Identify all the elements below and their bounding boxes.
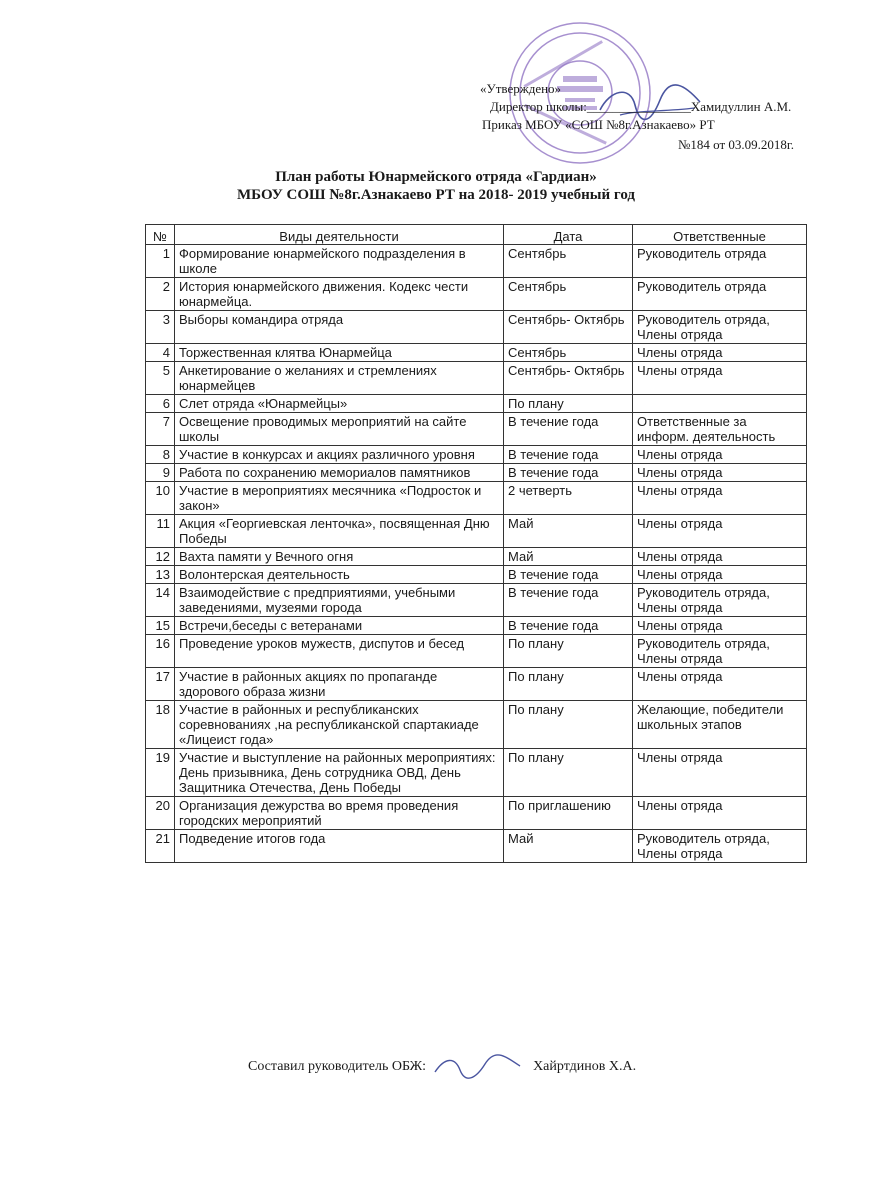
compiler-signature	[430, 1052, 530, 1082]
row-responsible: Руководитель отряда	[633, 245, 807, 278]
row-number: 16	[146, 635, 175, 668]
row-activity: Проведение уроков мужеств, диспутов и бесед	[175, 635, 504, 668]
header-number: №	[146, 225, 175, 245]
row-number: 7	[146, 413, 175, 446]
row-activity: Волонтерская деятельность	[175, 566, 504, 584]
table-row	[146, 548, 807, 566]
row-activity: Встречи,беседы с ветеранами	[175, 617, 504, 635]
row-date: По плану	[504, 701, 633, 749]
table-row	[146, 830, 807, 863]
row-responsible: Руководитель отряда, Члены отряда	[633, 830, 807, 863]
row-activity: Участие в конкурсах и акциях различного уровня	[175, 446, 504, 464]
row-responsible: Члены отряда	[633, 482, 807, 515]
table-header-row	[146, 225, 807, 245]
row-date: Май	[504, 515, 633, 548]
title-line-1: План работы Юнармейского отряда «Гардиан»	[275, 169, 597, 185]
row-activity: Участие и выступление на районных мероприятиях: День призывника, День сотрудника ОВД, День Защитника Отечества, День Победы	[175, 749, 504, 797]
row-responsible: Члены отряда	[633, 668, 807, 701]
row-date: Сентябрь	[504, 278, 633, 311]
row-number: 20	[146, 797, 175, 830]
row-responsible: Члены отряда	[633, 464, 807, 482]
row-responsible: Руководитель отряда	[633, 278, 807, 311]
row-responsible: Члены отряда	[633, 617, 807, 635]
table-row	[146, 566, 807, 584]
row-date: 2 четверть	[504, 482, 633, 515]
row-responsible: Члены отряда	[633, 548, 807, 566]
row-activity: Организация дежурства во время проведения городских мероприятий	[175, 797, 504, 830]
row-activity: Торжественная клятва Юнармейца	[175, 344, 504, 362]
row-activity: Анкетирование о желаниях и стремлениях юнармейцев	[175, 362, 504, 395]
row-date: Май	[504, 548, 633, 566]
row-responsible: Руководитель отряда, Члены отряда	[633, 311, 807, 344]
row-number: 13	[146, 566, 175, 584]
table-row	[146, 446, 807, 464]
row-activity: Освещение проводимых мероприятий на сайте школы	[175, 413, 504, 446]
row-responsible: Члены отряда	[633, 797, 807, 830]
table-row	[146, 344, 807, 362]
row-date: В течение года	[504, 413, 633, 446]
table-row	[146, 515, 807, 548]
row-activity: Подведение итогов года	[175, 830, 504, 863]
approved-label: «Утверждено»	[480, 81, 562, 96]
table-row	[146, 617, 807, 635]
order-number: №184 от 03.09.2018г.	[678, 137, 795, 152]
row-date: По приглашению	[504, 797, 633, 830]
table-row	[146, 395, 807, 413]
row-activity: История юнармейского движения. Кодекс чести юнармейца.	[175, 278, 504, 311]
row-date: В течение года	[504, 446, 633, 464]
row-responsible: Члены отряда	[633, 446, 807, 464]
row-number: 1	[146, 245, 175, 278]
row-date: В течение года	[504, 617, 633, 635]
table-row	[146, 482, 807, 515]
row-date: В течение года	[504, 464, 633, 482]
row-date: По плану	[504, 749, 633, 797]
row-date: Сентябрь- Октябрь	[504, 311, 633, 344]
row-activity: Взаимодействие с предприятиями, учебными заведениями, музеями города	[175, 584, 504, 617]
row-number: 17	[146, 668, 175, 701]
row-responsible: Члены отряда	[633, 344, 807, 362]
activity-plan-table	[145, 224, 807, 863]
table-row	[146, 413, 807, 446]
table-row	[146, 749, 807, 797]
row-number: 18	[146, 701, 175, 749]
row-number: 12	[146, 548, 175, 566]
director-line: Директор школы:________________Хамидуллин А.М.	[490, 99, 792, 114]
row-number: 2	[146, 278, 175, 311]
row-responsible: Члены отряда	[633, 362, 807, 395]
footer-signature-line	[248, 1052, 636, 1082]
table-row	[146, 701, 807, 749]
table-row	[146, 311, 807, 344]
row-date: По плану	[504, 635, 633, 668]
row-activity: Формирование юнармейского подразделения в школе	[175, 245, 504, 278]
row-activity: Участие в районных и республиканских соревнованиях ,на республиканской спартакиаде «Лицеист года»	[175, 701, 504, 749]
row-activity: Выборы командира отряда	[175, 311, 504, 344]
row-date: В течение года	[504, 566, 633, 584]
order-line: Приказ МБОУ «СОШ №8г.Азнакаево» РТ	[482, 117, 715, 132]
row-number: 11	[146, 515, 175, 548]
row-date: Сентябрь- Октябрь	[504, 362, 633, 395]
header-activity: Виды деятельности	[175, 225, 504, 245]
table-row	[146, 362, 807, 395]
row-number: 10	[146, 482, 175, 515]
row-activity: Акция «Георгиевская ленточка», посвященная Дню Победы	[175, 515, 504, 548]
row-number: 6	[146, 395, 175, 413]
row-date: Сентябрь	[504, 245, 633, 278]
row-responsible: Ответственные за информ. деятельность	[633, 413, 807, 446]
row-number: 19	[146, 749, 175, 797]
row-date: По плану	[504, 395, 633, 413]
row-responsible: Члены отряда	[633, 515, 807, 548]
table-row	[146, 668, 807, 701]
row-responsible: Руководитель отряда, Члены отряда	[633, 584, 807, 617]
row-number: 5	[146, 362, 175, 395]
row-responsible	[633, 395, 807, 413]
row-date: По плану	[504, 668, 633, 701]
table-row	[146, 464, 807, 482]
row-number: 21	[146, 830, 175, 863]
header-responsible: Ответственные	[633, 225, 807, 245]
document-title	[0, 168, 872, 204]
row-responsible: Желающие, победители школьных этапов	[633, 701, 807, 749]
title-line-2: МБОУ СОШ №8г.Азнакаево РТ на 2018- 2019 учебный год	[237, 187, 635, 203]
header-date: Дата	[504, 225, 633, 245]
row-activity: Вахта памяти у Вечного огня	[175, 548, 504, 566]
table-row	[146, 797, 807, 830]
compiler-name: Хайртдинов Х.А.	[533, 1059, 637, 1075]
table-row	[146, 584, 807, 617]
row-responsible: Руководитель отряда, Члены отряда	[633, 635, 807, 668]
table-row	[146, 278, 807, 311]
row-date: В течение года	[504, 584, 633, 617]
row-responsible: Члены отряда	[633, 749, 807, 797]
row-number: 4	[146, 344, 175, 362]
table-row	[146, 245, 807, 278]
row-responsible: Члены отряда	[633, 566, 807, 584]
row-number: 15	[146, 617, 175, 635]
table-row	[146, 635, 807, 668]
row-number: 9	[146, 464, 175, 482]
row-date: Май	[504, 830, 633, 863]
row-number: 8	[146, 446, 175, 464]
row-number: 14	[146, 584, 175, 617]
row-activity: Участие в мероприятиях месячника «Подросток и закон»	[175, 482, 504, 515]
row-activity: Участие в районных акциях по пропаганде здорового образа жизни	[175, 668, 504, 701]
row-activity: Слет отряда «Юнармейцы»	[175, 395, 504, 413]
compiled-by-label: Составил руководитель ОБЖ:	[248, 1059, 427, 1075]
row-date: Сентябрь	[504, 344, 633, 362]
row-number: 3	[146, 311, 175, 344]
row-activity: Работа по сохранению мемориалов памятников	[175, 464, 504, 482]
